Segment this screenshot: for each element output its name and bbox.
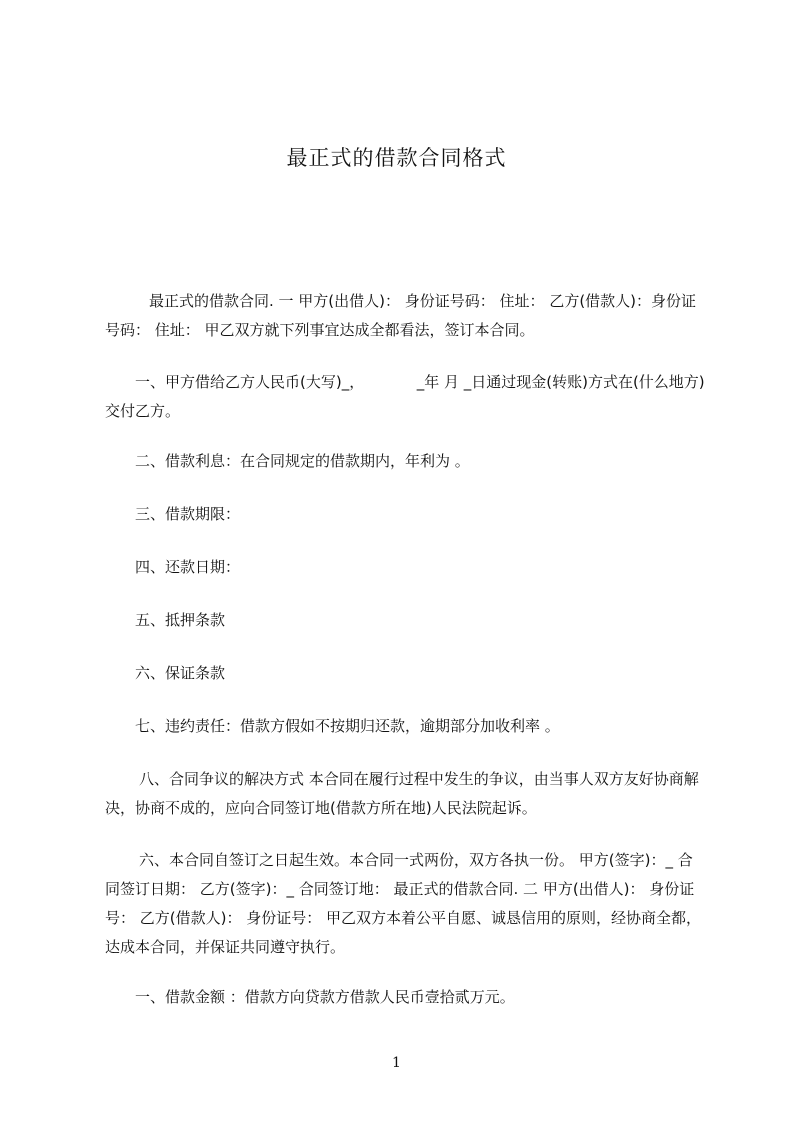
paragraph-intro: 最正式的借款合同. 一 甲方(出借人)： 身份证号码： 住址： 乙方(借款人)：身份证号码： 住址： 甲乙双方就下列事宜达成全都看法，签订本合同。 <box>105 292 697 339</box>
paragraph-clause-6: 六、保证条款 <box>135 664 226 682</box>
page-number: 1 <box>392 1055 401 1071</box>
paragraph-signature-and-contract-2: 六、本合同自签订之日起生效。本合同一式两份，双方各执一份。 甲方(签字)：_ 合同签订日期： 乙方(签字)：_ 合同签订地： 最正式的借款合同. 二 甲方(出借人)： 身份证号： 乙方(借款人)： 身份证号： 甲乙双方本着公平自愿、诚恳信用的原则，经协商全都，达成本合同，并保证共同遵守执行。 <box>105 851 702 956</box>
paragraph-clause-2: 二、借款利息：在合同规定的借款期内，年利为 。 <box>135 452 470 470</box>
paragraph-clause-7: 七、违约责任：借款方假如不按期归还款，逾期部分加收利率 。 <box>135 717 560 735</box>
paragraph-clause-8: 八、合同争议的解决方式 本合同在履行过程中发生的争议，由当事人双方友好协商解决，协商不成的，应向合同签订地(借款方所在地)人民法院起诉。 <box>105 770 699 817</box>
paragraph-loan-amount: 一、借款金额 ：借款方向贷款方借款人民币壹拾贰万元。 <box>135 988 515 1006</box>
paragraph-clause-1: 一、甲方借给乙方人民币(大写)_， _年 月 _日通过现金(转账)方式在(什么地方)交付乙方。 <box>105 373 705 420</box>
paragraph-clause-5: 五、抵押条款 <box>135 611 226 629</box>
paragraph-clause-4: 四、还款日期： <box>135 558 241 576</box>
document-title: 最正式的借款合同格式 <box>286 146 507 170</box>
paragraph-clause-3: 三、借款期限： <box>135 505 241 523</box>
